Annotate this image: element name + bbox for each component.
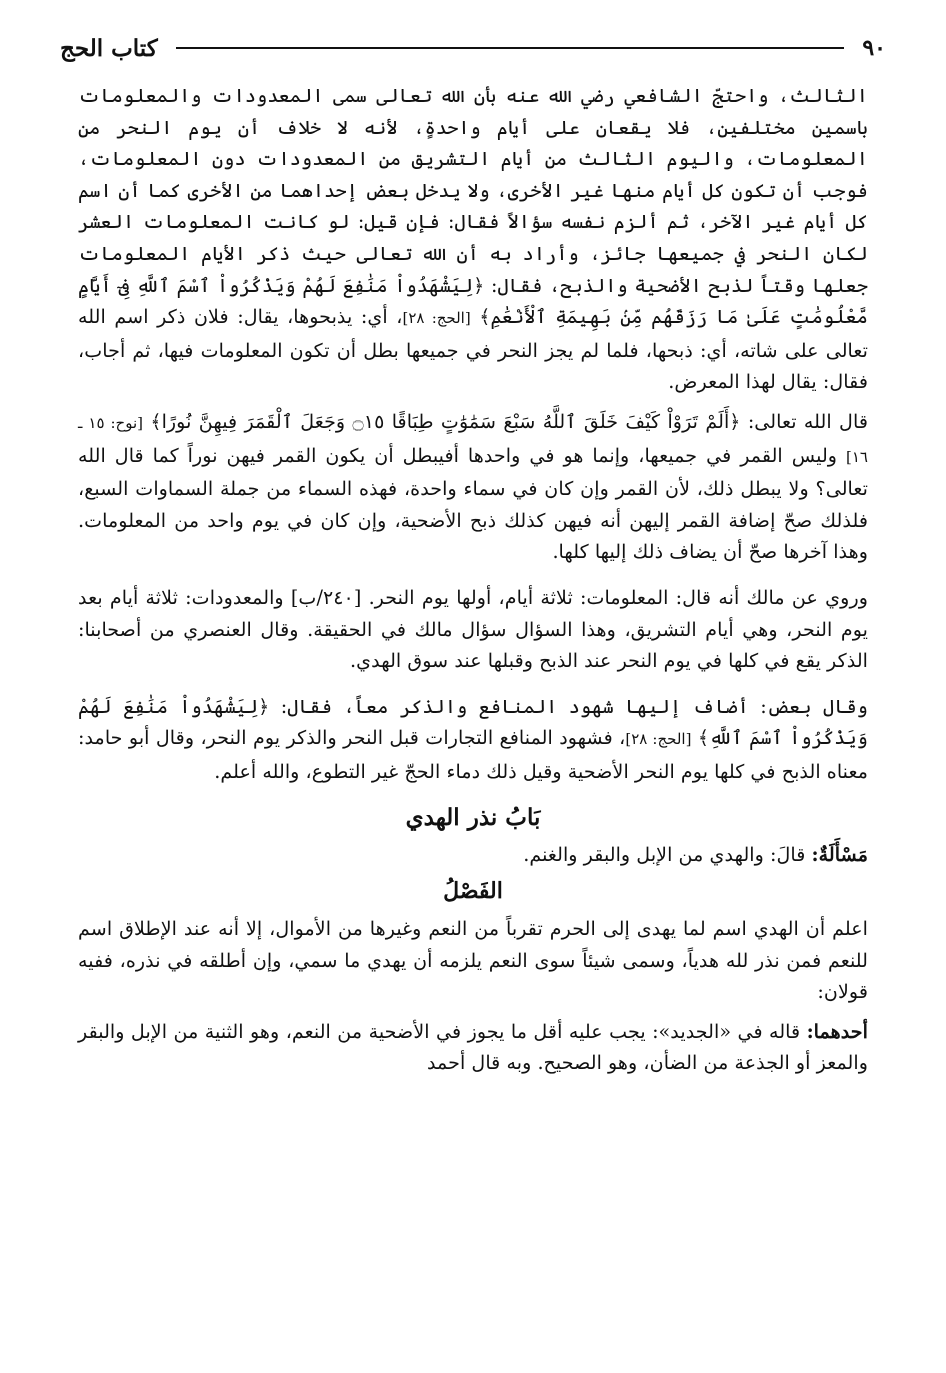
paragraph-text: ، أي: يذبحوها، يقال: فلان ذكر اسم الله تعالى على شاته، أي: ذبحها، فلما لم يجز النحر في جميعها بطل أن تكون المعلومات فيها، ثم أجاب، فقال: يقال لهذا المعرض.: [78, 305, 868, 394]
section-title: الفَصْلُ: [443, 878, 503, 905]
opinion-label: أحدهما:: [806, 1019, 868, 1043]
paragraph-2: [78, 406, 868, 568]
quran-verse: ﴿لِيَشْهَدُواْ مَنَٰفِعَ لَهُمْ وَيَذْكُرُواْ ٱسْمَ ٱللَّهِ﴾: [78, 694, 868, 750]
paragraph-text: قاله في «الجديد»: يجب عليه أقل ما يجوز في الأضحية من النعم، وهو الثنية من الإبل والبقر والمعز أو الجذعة من الضأن، وهو الصحيح. وبه قال أحمد: [78, 1019, 868, 1075]
paragraph-5: اعلم أن الهدي اسم لما يهدى إلى الحرم تقرباً من النعم وغيرها من الأموال، إلا أنه عند الإطلاق اسم للنعم فمن نذر لله هدياً، وسمى شيئاً سوى النعم يلزمه أن يهدي ما سمي، وإن أطلقه في نذره، ففيه قولان:: [78, 917, 868, 1004]
paragraph-1: [78, 80, 868, 398]
paragraph-6: [78, 1016, 868, 1079]
book-title: كتاب الحج: [60, 34, 158, 62]
chapter-title: بَابُ نذر الهدي: [405, 804, 541, 832]
verse-citation: [الحج: ٢٨]: [625, 730, 692, 749]
page-number: ٩٠: [862, 35, 886, 61]
page-header: [60, 28, 886, 68]
paragraph-3: وروي عن مالك أنه قال: المعلومات: ثلاثة أيام، أولها يوم النحر. [٢٤٠/ب] والمعدودات: ثلاثة أيام بعد يوم النحر، وهي أيام التشريق، وهذا السؤال سؤال مالك في الحقيقة. وقال العنصري من أصحابنا: الذكر يقع في كلها في يوم النحر عند الذبح وقبلها عند سوق الهدي.: [78, 585, 868, 673]
verse-citation: [نوح: ١٥ ـ ١٦]: [78, 413, 868, 466]
paragraph-text: قال الله تعالى:: [740, 409, 868, 433]
quran-verse: ﴿لِيَشْهَدُواْ مَنَٰفِعَ لَهُمْ وَيَذْكُرُواْ ٱسْمَ ٱللَّهِ فِىٓ أَيَّامٍ مَّعْلُومَٰتٍ عَلَىٰ مَا رَزَقَهُم مِّنۢ بَهِيمَةِ ٱلْأَنْعَٰمِ﴾: [78, 273, 868, 329]
verse-citation: [الحج: ٢٨]: [402, 309, 471, 328]
page-body: [78, 80, 868, 1079]
quran-verse: ﴿أَلَمْ تَرَوْاْ كَيْفَ خَلَقَ ٱللَّهُ سَبْعَ سَمَٰوَٰتٍ طِبَاقًا ۝١٥ وَجَعَلَ ٱلْقَمَرَ فِيهِنَّ نُورًا﴾: [150, 409, 741, 433]
paragraph-text: وقال بعض: أضاف إليها شهود المنافع والذكر معاً، فقال:: [269, 694, 868, 718]
paragraph-text: ، فشهود المنافع التجارات قبل النحر والذكر يوم النحر، وقال أبو حامد: معناه الذبح في كلها يوم النحر الأضحية وقيل ذلك دماء الحجّ غير التطوع، والله أعلم.: [78, 726, 868, 783]
header-rule: [176, 47, 845, 49]
masala-text: قالَ: والهدي من الإبل والبقر والغنم.: [523, 843, 812, 867]
paragraph-text: وليس القمر في جميعها، وإنما هو في واحدها أفيبطل أن يكون القمر فيهن نوراً كما قال الله تعالى؟ ولا يبطل ذلك، لأن القمر وإن كان في سماء واحدة، فهذه السماء من جملة السماوات السبع، فلذلك صحّ إضافة القمر إليهن أنه فيهن كذلك ذبح الأضحية، وإن كان في يوم واحد من المعلومات. وهذا آخرها صحّ أن يضاف ذلك إليها كلها.: [78, 443, 868, 564]
masala-line: [78, 839, 868, 871]
masala-label: مَسْأَلَةٌ:: [811, 843, 868, 867]
paragraph-text: الثالث، واحتجّ الشافعي رضي الله عنه بأن الله تعالى سمى المعدودات والمعلومات باسمين مختلفين، فلا يقعان على أيام واحدةٍ، لأنه لا خلاف أن يوم النحر من المعلومات، واليوم الثالث من أيام التشريق من المعدودات دون المعلومات، فوجب أن تكون كل أيام منها غير الأخرى، ولا يدخل بعض إحداهما من الأخرى كما أن اسم كل أيام غير الآخر، ثم ألزم نفسه سؤالاً فقال: فإن قيل: لو كانت المعلومات العشر لكان النحر في جميعها جائز، وأراد به أن الله تعالى حيث ذكر الأيام المعلومات جعلها وقتاً لذبح الأضحية والذبح، فقال:: [78, 84, 869, 297]
paragraph-4: [78, 691, 868, 788]
